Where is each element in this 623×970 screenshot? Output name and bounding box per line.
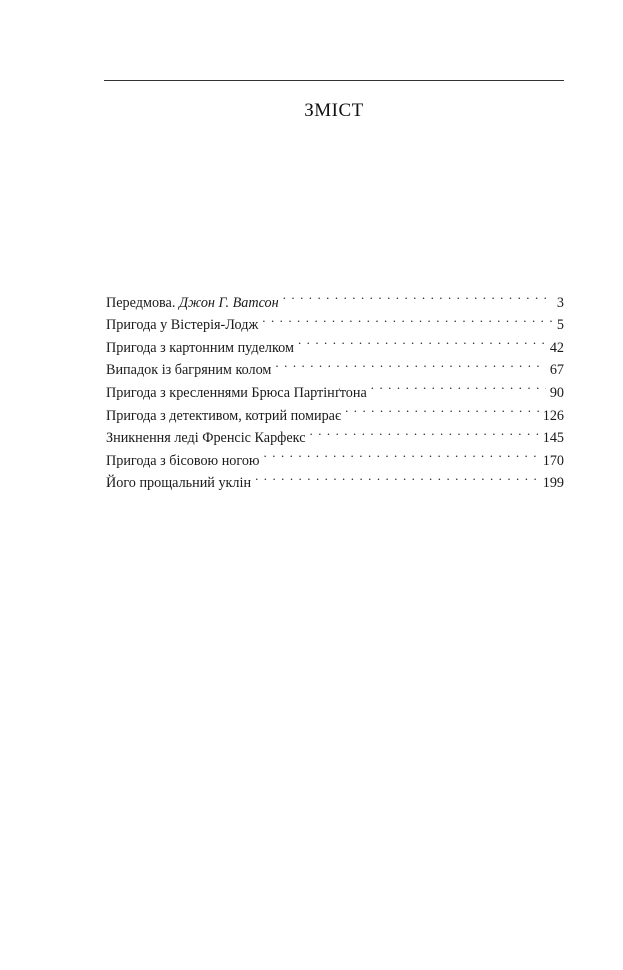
entry-title: Пригода з картонним пуделком — [106, 339, 294, 356]
entry-title: Пригода з бісовою ногою — [106, 452, 260, 469]
dot-leader — [371, 374, 546, 397]
table-of-contents — [106, 284, 564, 492]
entry-page-number: 199 — [542, 475, 564, 492]
toc-entry — [106, 284, 564, 311]
entry-title: Випадок із багряним колом — [106, 362, 272, 379]
toc-heading: ЗМІСТ — [304, 100, 364, 121]
dot-leader — [255, 465, 539, 488]
entry-page-number: 5 — [556, 317, 564, 334]
entry-title: Зникнення леді Френсіс Карфекс — [106, 430, 306, 447]
entry-author: Джон Г. Ватсон — [178, 294, 279, 311]
entry-page-number: 126 — [542, 407, 564, 424]
entry-title: Пригода у Вістерія-Лодж — [106, 317, 259, 334]
entry-page-number: 67 — [549, 362, 564, 379]
entry-page-number: 42 — [549, 339, 564, 356]
dot-leader — [345, 397, 539, 420]
top-rule — [104, 80, 564, 81]
dot-leader — [283, 284, 553, 307]
dot-leader — [298, 329, 546, 352]
dot-leader — [275, 352, 545, 375]
dot-leader — [264, 442, 539, 465]
entry-title: Передмова. Джон Г. Ватсон — [106, 294, 279, 311]
entry-title: Пригода з детективом, котрий помирає — [106, 407, 342, 424]
entry-page-number: 170 — [542, 452, 564, 469]
entry-page-number: 90 — [549, 384, 564, 401]
entry-title: Його прощальний уклін — [106, 475, 252, 492]
dot-leader — [262, 307, 553, 330]
entry-page-number: 3 — [556, 294, 564, 311]
entry-title: Пригода з кресленнями Брюса Партінґтона — [106, 384, 367, 401]
entry-page-number: 145 — [542, 430, 564, 447]
dot-leader — [310, 420, 539, 443]
